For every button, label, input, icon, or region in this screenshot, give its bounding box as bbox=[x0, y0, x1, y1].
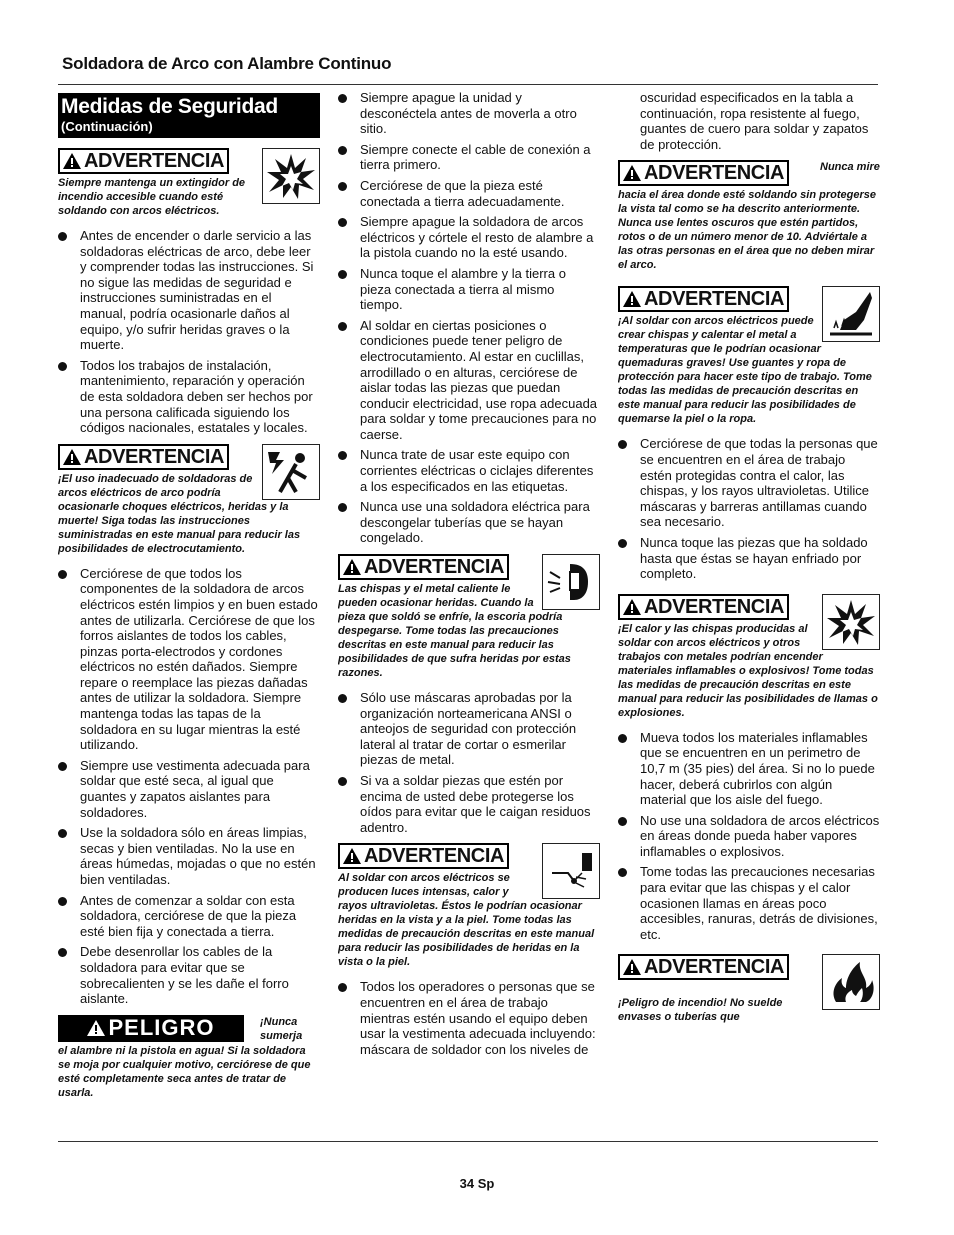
warning-block bbox=[338, 554, 600, 680]
list-item: Nunca use una soldadora eléctrica para descongelar tuberías que se hayan congelado. bbox=[338, 499, 600, 546]
list-item: Siempre apague la soldadora de arcos eléctricos y córtele el resto de alambre a la pistola cuando no la esté usando. bbox=[338, 214, 600, 261]
hand-burn-icon bbox=[822, 286, 880, 342]
warning-text: Siempre mantenga un extingidor de incendio accesible cuando esté soldando con arcos eléctricos. bbox=[58, 177, 246, 217]
bullet-list bbox=[338, 690, 600, 835]
danger-side-text: ¡Nunca sumerja bbox=[260, 1015, 303, 1042]
warning-label: ADVERTENCIA bbox=[364, 845, 505, 868]
list-item: Debe desenrollar los cables de la soldadora para evitar que se sobrecalienten y se les dañe el forro aislante. bbox=[58, 944, 320, 1006]
warning-label: ADVERTENCIA bbox=[84, 150, 225, 172]
page-number: 34 Sp bbox=[459, 1176, 495, 1191]
list-item: Cerciórese de que todas la personas que se encuentren en el área de trabajo estén protegidas contra el calor, las chispas, y los rayos ultravioletas. Utilice máscaras y barreras antillamas cuando sea necesario. bbox=[618, 436, 880, 530]
warning-label: ADVERTENCIA bbox=[364, 556, 505, 579]
warning-triangle-icon bbox=[623, 959, 641, 975]
warning-badge bbox=[618, 160, 789, 186]
warning-triangle-icon bbox=[63, 153, 81, 169]
explosion-icon bbox=[822, 594, 880, 650]
list-item: Use la soldadora sólo en áreas limpias, secas y bien ventiladas. No la use en áreas húmedas, mojadas o que no estén bien ventiladas. bbox=[58, 825, 320, 887]
list-item: Cerciórese de que la pieza esté conectada a tierra adecuadamente. bbox=[338, 178, 600, 209]
list-item: Antes de encender o darle servicio a las soldadoras eléctricas de arco, debe leer y comprender todas las instrucciones. Si no sigue las medidas de seguridad e instrucciones suministradas en el manual, podría ocasionarle daños al equipo, y/o sufrir heridas graves o la muerte. bbox=[58, 228, 320, 353]
bottom-divider bbox=[58, 1141, 878, 1142]
list-item: Todos los trabajos de instalación, mantenimiento, reparación y operación de esta soldadora deben ser hechos por una persona calificada siguiendo los códigos nacionales, estatales y locales. bbox=[58, 358, 320, 436]
column-2 bbox=[338, 90, 600, 1065]
danger-text: el alambre ni la pistola en agua! Si la soldadora se moja por cualquier motivo, cerciórese de que esté completamente seca antes de tratar de usarla. bbox=[58, 1044, 311, 1099]
warning-triangle-icon bbox=[87, 1020, 105, 1036]
warning-text: Al soldar con arcos eléctricos se producen luces intensas, calor y rayos ultravioletas. Éstos le podrían ocasionar heridas en la vista y a la piel. Tome todas las medidas de precaución descritas en este manual para reducir las posibilidades de heridas en la vista o la piel. bbox=[338, 872, 595, 969]
list-item: Al soldar en ciertas posiciones o condiciones puede tener peligro de electrocutamiento. Al estar en cuclillas, arrodillado o en alturas, cerciórese de aislar todas las piezas que puedan conducir electricidad, use ropa adecuada para soldar y tome precauciones para no caerse. bbox=[338, 318, 600, 443]
fire-icon bbox=[822, 954, 880, 1010]
list-item: Nunca toque las piezas que ha soldado hasta que éstas se hayan enfriado por completo. bbox=[618, 535, 880, 582]
list-item: No use una soldadora de arcos eléctricos en áreas donde pueda haber vapores inflamables o explosivos. bbox=[618, 813, 880, 860]
warning-text: ¡Peligro de incendio! No suelde envases o tuberías que bbox=[618, 997, 783, 1024]
list-item: Mueva todos los materiales inflamables que se encuentren en un perimetro de 10,7 m (35 pies) del área. Si no lo puede hacer, deberá cubrirlos con algún material que los aisle del fuego. bbox=[618, 730, 880, 808]
column-1 bbox=[58, 90, 320, 1110]
list-item: Siempre apague la unidad y desconéctela antes de moverla a otro sitio. bbox=[338, 90, 600, 137]
warning-badge bbox=[58, 148, 229, 174]
warning-block bbox=[618, 160, 880, 272]
warning-badge bbox=[618, 286, 789, 312]
warning-block bbox=[338, 843, 600, 969]
warning-label: ADVERTENCIA bbox=[644, 288, 785, 311]
bullet-list bbox=[618, 730, 880, 943]
section-subtitle: (Continuación) bbox=[61, 119, 153, 134]
top-divider bbox=[58, 84, 878, 85]
list-item: Siempre use vestimenta adecuada para soldar que esté seca, al igual que guantes y zapatos aislantes para soldadores. bbox=[58, 758, 320, 820]
warning-block bbox=[618, 594, 880, 720]
list-item: Sólo use máscaras aprobadas por la organización norteamericana ANSI o anteojos de seguridad con protección lateral al tratar de cortar o esmerilar piezas de metal. bbox=[338, 690, 600, 768]
list-item: Siempre conecte el cable de conexión a tierra primero. bbox=[338, 142, 600, 173]
warning-block bbox=[58, 148, 320, 218]
bullet-list bbox=[338, 90, 600, 546]
face-shield-icon bbox=[542, 554, 600, 610]
continued-paragraph: oscuridad especificados en la tabla a continuación, ropa resistente al fuego, guantes de cuero para soldar y zapatos de protección. bbox=[640, 90, 869, 152]
list-item: Todos los operadores o personas que se encuentren en el área de trabajo mientras estén usando el equipo deben usar la vestimenta adecuada incluyendo: máscara de soldador con los niveles de bbox=[338, 979, 600, 1057]
list-item: Tome todas las precauciones necesarias para evitar que las chispas y el calor ocasionen llamas en áreas poco accesibles, ranuras, detrás de divisiones, etc. bbox=[618, 864, 880, 942]
explosion-icon bbox=[262, 148, 320, 204]
warning-label: ADVERTENCIA bbox=[644, 595, 785, 618]
bullet-list bbox=[618, 436, 880, 581]
warning-badge bbox=[618, 594, 789, 620]
warning-triangle-icon bbox=[623, 291, 641, 307]
warning-block bbox=[618, 954, 880, 1024]
bullet-list bbox=[338, 979, 600, 1057]
warning-label: ADVERTENCIA bbox=[644, 162, 785, 185]
warning-badge bbox=[338, 554, 509, 580]
warning-triangle-icon bbox=[63, 449, 81, 465]
bullet-list bbox=[58, 228, 320, 436]
warning-triangle-icon bbox=[623, 165, 641, 181]
bullet-list bbox=[58, 566, 320, 1007]
warning-text: ¡Al soldar con arcos eléctricos puede crear chispas y calentar el metal a temperaturas que le podrían ocasionar quemaduras graves! Use guantes y ropa de protección para hacer este tipo de trabajo. Tome todas las medidas de precaución descritas en este manual para reducir las posibilidades de quemarse la piel o la ropa. bbox=[618, 315, 872, 426]
column-3 bbox=[618, 90, 880, 1034]
list-item: Cerciórese de que todos los componentes de la soldadora de arcos eléctricos estén limpios y en buen estado antes de utilizarla. Cerciórese de que los forros aislantes de todos los cables, pinzas porta-electrodos y cordones eléctricos no estén dañados. Siempre repare o reemplace las piezas dañadas antes de utilizar la soldadora. Siempre mantenga todas las tapas de la soldadora en su lugar mientras la esté utilizando. bbox=[58, 566, 320, 753]
section-title-text: Medidas de Seguridad bbox=[61, 95, 278, 118]
warning-text: ¡El calor y las chispas producidas al soldar con arcos eléctricos y otros trabajos con metales podrían encender materiales inflamables o explosivos! Tome todas las medidas de precaución descritas en este manual para reducir las posibilidades de llamas o explosiones. bbox=[618, 622, 878, 719]
electric-shock-icon bbox=[262, 444, 320, 500]
warning-triangle-icon bbox=[623, 599, 641, 615]
page-header: Soldadora de Arco con Alambre Continuo bbox=[62, 54, 392, 73]
warning-triangle-icon bbox=[343, 559, 361, 575]
warning-side-text: Nunca mire bbox=[820, 161, 880, 174]
warning-badge bbox=[338, 843, 509, 869]
warning-text: Las chispas y el metal caliente le pueden ocasionar heridas. Cuando la pieza que soldó se enfríe, la escoria podría despegarse. Tome todas las precauciones descritas en este manual para reducir las posibilidades de que sufra heridas por estas razones. bbox=[338, 583, 571, 680]
warning-badge bbox=[58, 444, 229, 470]
list-item: Nunca trate de usar este equipo con corrientes eléctricas o ciclajes diferentes a los especificados en las etiquetas. bbox=[338, 447, 600, 494]
warning-text: ¡El uso inadecuado de soldadoras de arcos eléctricos de arco podría ocasionarle choques eléctricos, heridas y la muerte! Siga todas las instrucciones suministradas en este manual para reducir las posibilidades de electrocutamiento. bbox=[58, 472, 301, 555]
warning-label: ADVERTENCIA bbox=[644, 956, 785, 979]
warning-block bbox=[58, 444, 320, 556]
danger-badge bbox=[58, 1015, 244, 1042]
warning-label: ADVERTENCIA bbox=[84, 445, 225, 468]
list-item: Si va a soldar piezas que estén por encima de usted debe protegerse los oídos para evitar que le caigan residuos adentro. bbox=[338, 773, 600, 835]
danger-label: PELIGRO bbox=[108, 1015, 215, 1041]
list-item: Antes de comenzar a soldar con esta soldadora, cerciórese de que la pieza esté bien fija y conectada a tierra. bbox=[58, 893, 320, 940]
warning-text: hacia el área donde esté soldando sin protegerse la vista tal como se ha descrito anteriormente. Nunca use lentes oscuros que estén partidos, rotos o de un número menor de 10. Adviértale a las otras personas en el área que no deben mirar el arco. bbox=[618, 189, 876, 272]
warning-triangle-icon bbox=[343, 848, 361, 864]
list-item: Nunca toque el alambre y la tierra o pieza conectada a tierra al mismo tiempo. bbox=[338, 266, 600, 313]
section-title bbox=[58, 93, 320, 138]
danger-block bbox=[58, 1015, 320, 1100]
warning-block bbox=[618, 286, 880, 426]
welding-arc-icon bbox=[542, 843, 600, 899]
warning-badge bbox=[618, 954, 789, 980]
